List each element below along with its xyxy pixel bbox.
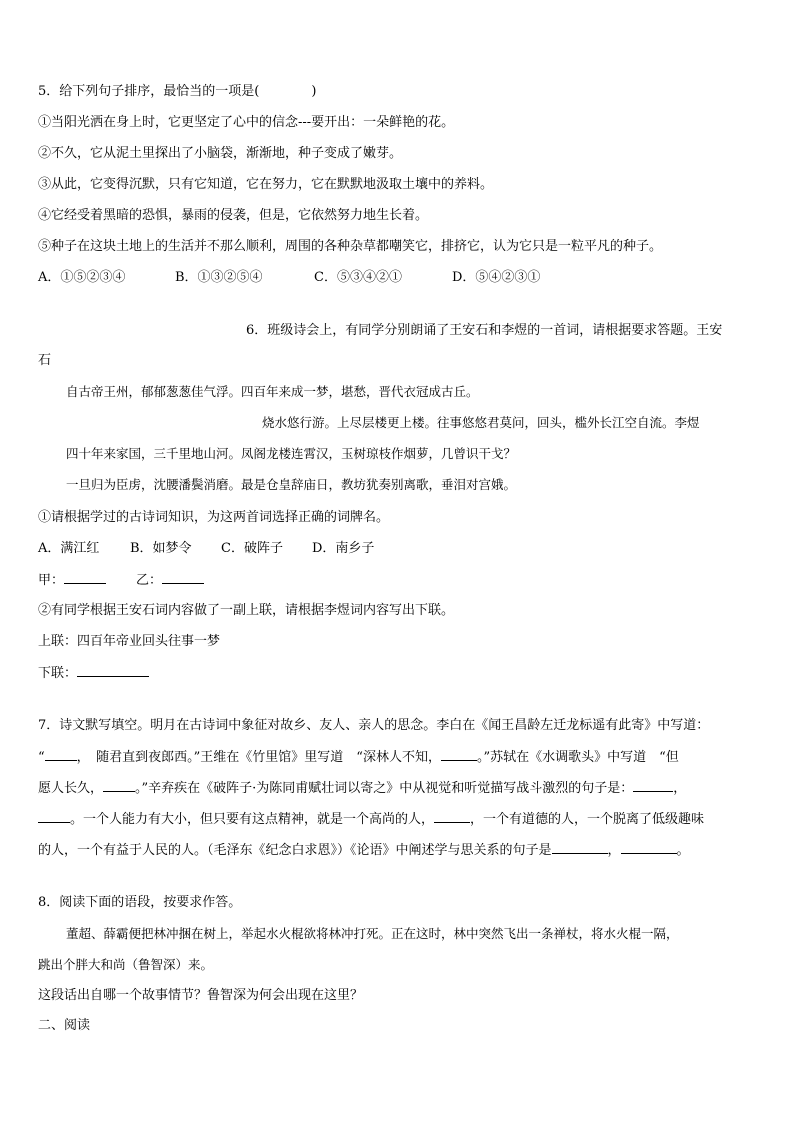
q5-option-c: C．⑤③④②① <box>314 270 402 285</box>
q7-line-4: 。一个人能力有大小，但只要有这点精神，就是一个高尚的人， ，一个有道德的人，一个脱离了低级趣味 <box>38 810 704 829</box>
q5-stem: 5．给下列句子排序，最恰当的一项是( ) <box>38 84 317 99</box>
q6-poem1-line1: 自古帝王州，郁郁葱葱佳气浮。四百年来成一梦，堪愁，晋代衣冠成古丘。 <box>66 384 479 399</box>
q7-blank-8[interactable] <box>621 841 677 854</box>
q5-sentence-3: ③从此，它变得沉默，只有它知道，它在努力，它在默默地汲取土壤中的养料。 <box>38 177 494 192</box>
q7-blank-7[interactable] <box>552 841 608 854</box>
q6-yi-row <box>136 571 204 590</box>
q7-line-5: 的人，一个有益于人民的人。（毛泽东《纪念白求恩》）《论语》中阐述学与思关系的句子是 ， 。 <box>38 843 690 858</box>
q6-option-b: B．如梦令 <box>130 541 192 556</box>
q6-option-a: A．满江红 <box>38 541 100 556</box>
q6-stem: 6．班级诗会上，有同学分别朗诵了王安石和李煜的一首词，请根据要求答题。王安 <box>246 323 723 338</box>
q6-poem2-line1: 四十年来家国，三千里地山河。凤阁龙楼连霄汉，玉树琼枝作烟萝，几曾识干戈？ <box>66 446 517 461</box>
q6-xialian-row <box>38 664 149 683</box>
q6-yi-label: 乙： <box>136 573 163 588</box>
q7-blank-6[interactable] <box>434 810 470 823</box>
q8-passage-line2: 跳出个胖大和尚（鲁智深）来。 <box>38 957 214 972</box>
q6-stem-continued: 石 <box>38 353 52 368</box>
q8-stem: 8．阅读下面的语段，按要求作答。 <box>38 895 242 910</box>
q6-option-c: C．破阵子 <box>221 541 283 556</box>
q6-poem2-line2: 一旦归为臣虏，沈腰潘鬓消磨。最是仓皇辞庙日，教坊犹奏别离歌，垂泪对宫娥。 <box>66 477 517 492</box>
q6-yi-blank[interactable] <box>162 571 204 584</box>
q8-question: 这段话出自哪一个故事情节？鲁智深为何会出现在这里？ <box>38 988 364 1003</box>
q6-jia-blank[interactable] <box>64 571 106 584</box>
q6-sub-question-2: ②有同学根据王安石词内容做了一副上联，请根据李煜词内容写出下联。 <box>38 603 455 618</box>
q6-jia-row <box>38 571 106 590</box>
q5-option-a: A．①⑤②③④ <box>38 270 126 285</box>
q7-blank-4[interactable] <box>633 779 673 792</box>
q6-sub-question-1: ①请根据学过的古诗词知识，为这两首词选择正确的词牌名。 <box>38 510 390 525</box>
q7-blank-3[interactable] <box>103 779 135 792</box>
q8-passage-line1: 董超、薛霸便把林冲捆在树上，举起水火棍欲将林冲打死。正在这时，林中突然飞出一条禅杖，将水火棍一隔， <box>66 926 679 941</box>
q7-blank-5[interactable] <box>38 810 70 823</box>
q5-sentence-1: ①当阳光洒在身上时，它更坚定了心中的信念---要开出：一朵鲜艳的花。 <box>38 115 455 130</box>
q6-option-d: D．南乡子 <box>312 541 375 556</box>
q6-xialian-blank[interactable] <box>77 664 149 677</box>
q6-poem1-line2: 烧水悠行游。上尽层楼更上楼。往事悠悠君莫问，回头，槛外长江空自流。李煜 <box>262 415 700 430</box>
q5-sentence-5: ⑤种子在这块土地上的生活并不那么顺利，周围的各种杂草都嘲笑它，排挤它，认为它只是一粒平凡的种子。 <box>38 239 663 254</box>
q5-sentence-2: ②不久，它从泥土里探出了小脑袋，渐渐地，种子变成了嫩芽。 <box>38 146 403 161</box>
q7-blank-1[interactable] <box>45 748 77 761</box>
section-2-heading: 二、阅读 <box>38 1018 91 1033</box>
q7-line-1: 7．诗文默写填空。明月在古诗词中象征对故乡、友人、亲人的思念。李白在《闻王昌龄左迁龙标遥有此寄》中写道： <box>38 718 710 733</box>
q7-blank-2[interactable] <box>441 748 477 761</box>
q5-sentence-4: ④它经受着黑暗的恐惧，暴雨的侵袭，但是，它依然努力地生长着。 <box>38 208 429 223</box>
q7-line-2: “ ， 随君直到夜郎西。”王维在《竹里馆》里写道 “深林人不知， 。”苏轼在《水调歌头》中写道 “但 <box>38 750 679 765</box>
q5-option-d: D．⑤④②③① <box>452 270 541 285</box>
q6-jia-label: 甲： <box>38 573 65 588</box>
q5-option-b: B．①③②⑤④ <box>175 270 263 285</box>
q7-line-3: 愿人长久， 。”辛弃疾在《破阵子·为陈同甫赋壮词以寄之》中从视觉和听觉描写战斗激烈的句子是： ， <box>38 781 687 796</box>
q6-shanglian: 上联：四百年帝业回头往事一梦 <box>38 634 221 649</box>
q6-xialian-label: 下联： <box>38 666 78 681</box>
